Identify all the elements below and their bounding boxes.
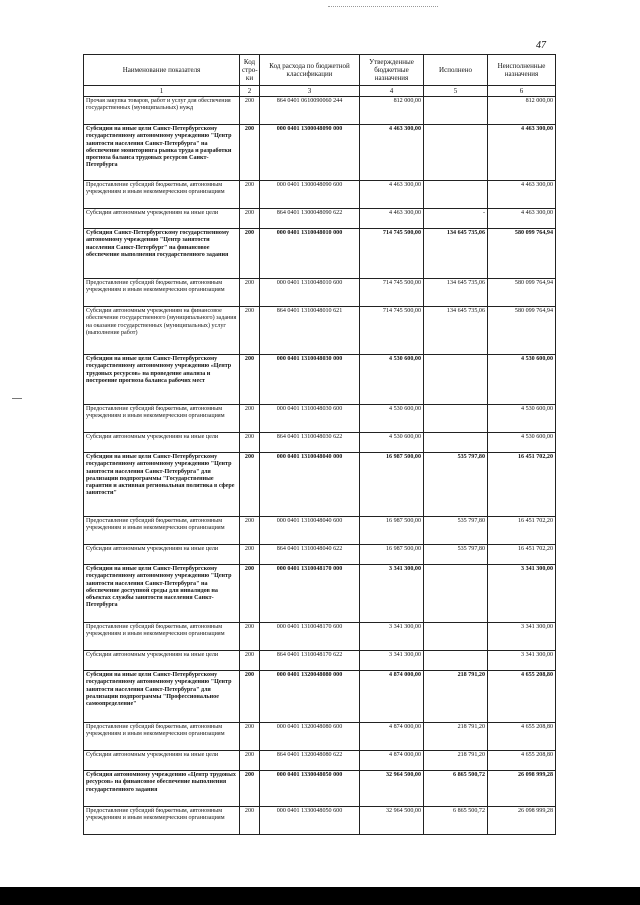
table-header-row — [84, 55, 556, 86]
row-expense-code: 000 0401 1320048080 600 — [260, 723, 360, 751]
row-indicator-name: Предоставление субсидий бюджетным, автономным учреждениям и иным некоммерческим организациям — [84, 623, 240, 651]
row-line-code: 200 — [240, 453, 260, 517]
row-approved-amount: 4 530 600,00 — [360, 405, 424, 433]
row-unexecuted-amount: 4 655 208,80 — [488, 671, 556, 723]
row-executed-amount: 218 791,20 — [424, 671, 488, 723]
row-executed-amount: 535 797,80 — [424, 545, 488, 565]
row-expense-code: 000 0401 1310048010 600 — [260, 279, 360, 307]
row-expense-code: 000 0401 1310048010 000 — [260, 229, 360, 279]
row-approved-amount: 3 341 300,00 — [360, 623, 424, 651]
row-indicator-name: Субсидии на иные цели Санкт-Петербургскому государственному автономному учреждению "Центр занятости населения Санкт-Петербурга" на обеспечение доступной среды для инвалидов на объектах службы занятости населения Санкт-Петербурга — [84, 565, 240, 623]
row-unexecuted-amount: 4 530 600,00 — [488, 355, 556, 405]
row-executed-amount: 535 797,80 — [424, 517, 488, 545]
row-approved-amount: 714 745 500,00 — [360, 229, 424, 279]
column-header-expense-code: Код расхода по бюджетной классификации — [260, 55, 360, 86]
row-executed-amount — [424, 405, 488, 433]
row-executed-amount — [424, 565, 488, 623]
row-indicator-name: Субсидии на иные цели Санкт-Петербургскому государственному автономному учреждению «Центр трудовых ресурсов» на проведение анализа и построение прогноза баланса рабочих мест — [84, 355, 240, 405]
row-executed-amount: 134 645 735,06 — [424, 307, 488, 355]
row-indicator-name: Предоставление субсидий бюджетным, автономным учреждениям и иным некоммерческим организациям — [84, 807, 240, 835]
table-row — [84, 545, 556, 565]
table-row — [84, 209, 556, 229]
column-number: 3 — [260, 86, 360, 97]
row-expense-code: 864 0401 1320048080 622 — [260, 751, 360, 771]
row-expense-code: 000 0401 1330048050 600 — [260, 807, 360, 835]
column-number: 2 — [240, 86, 260, 97]
row-approved-amount: 4 874 000,00 — [360, 751, 424, 771]
row-indicator-name: Субсидии на иные цели Санкт-Петербургскому государственному автономному учреждению "Центр занятости населения Санкт-Петербурга" для реализации подпрограммы "Государственные гарантии и активная региональная политика в сфере занятости" — [84, 453, 240, 517]
page-number: 47 — [536, 40, 546, 51]
row-line-code: 200 — [240, 565, 260, 623]
table-row — [84, 229, 556, 279]
row-indicator-name: Субсидии автономным учреждениям на финансовое обеспечение государственного (муниципального) задания на оказание государственных (муниципальных) услуг (выполнение работ) — [84, 307, 240, 355]
row-approved-amount: 4 874 000,00 — [360, 671, 424, 723]
column-number: 4 — [360, 86, 424, 97]
table-row — [84, 453, 556, 517]
row-expense-code: 000 0401 1310048170 000 — [260, 565, 360, 623]
row-unexecuted-amount: 4 530 600,00 — [488, 405, 556, 433]
scan-border-bottom — [0, 887, 640, 905]
row-unexecuted-amount: 580 099 764,94 — [488, 279, 556, 307]
row-line-code: 200 — [240, 433, 260, 453]
row-line-code: 200 — [240, 671, 260, 723]
row-line-code: 200 — [240, 181, 260, 209]
row-indicator-name: Предоставление субсидий бюджетным, автономным учреждениям и иным некоммерческим организациям — [84, 405, 240, 433]
row-line-code: 200 — [240, 623, 260, 651]
row-approved-amount: 16 987 500,00 — [360, 517, 424, 545]
table-body — [84, 97, 556, 835]
row-line-code: 200 — [240, 97, 260, 125]
row-approved-amount: 4 530 600,00 — [360, 355, 424, 405]
row-expense-code: 864 0401 1310048040 622 — [260, 545, 360, 565]
row-line-code: 200 — [240, 751, 260, 771]
row-unexecuted-amount: 4 530 600,00 — [488, 433, 556, 453]
column-number: 1 — [84, 86, 240, 97]
row-indicator-name: Субсидия Санкт-Петербургскому государственному автономному учреждению "Центр занятости населения Санкт-Петербург" на финансовое обеспечение выполнения государственного задания — [84, 229, 240, 279]
scan-artifact-top — [328, 6, 438, 7]
row-executed-amount — [424, 355, 488, 405]
row-unexecuted-amount: 3 341 300,00 — [488, 651, 556, 671]
row-approved-amount: 16 987 500,00 — [360, 545, 424, 565]
table-row — [84, 125, 556, 181]
row-unexecuted-amount: 16 451 702,20 — [488, 545, 556, 565]
row-unexecuted-amount: 3 341 300,00 — [488, 565, 556, 623]
row-indicator-name: Субсидии автономным учреждениям на иные цели — [84, 209, 240, 229]
row-indicator-name: Прочая закупка товаров, работ и услуг для обеспечения государственных (муниципальных) нужд — [84, 97, 240, 125]
table-row — [84, 279, 556, 307]
row-unexecuted-amount: 580 099 764,94 — [488, 307, 556, 355]
row-unexecuted-amount: 4 463 300,00 — [488, 181, 556, 209]
table-row — [84, 807, 556, 835]
row-expense-code: 000 0401 1330048050 000 — [260, 771, 360, 807]
row-unexecuted-amount: 26 098 999,28 — [488, 771, 556, 807]
row-indicator-name: Субсидии автономным учреждениям на иные цели — [84, 433, 240, 453]
row-approved-amount: 16 987 500,00 — [360, 453, 424, 517]
row-unexecuted-amount: 16 451 702,20 — [488, 517, 556, 545]
column-header-name: Наименование показателя — [84, 55, 240, 86]
row-unexecuted-amount: 4 655 208,80 — [488, 751, 556, 771]
column-number: 6 — [488, 86, 556, 97]
row-approved-amount: 4 463 300,00 — [360, 181, 424, 209]
row-line-code: 200 — [240, 125, 260, 181]
row-executed-amount — [424, 97, 488, 125]
row-executed-amount: 134 645 735,06 — [424, 279, 488, 307]
column-header-unexecuted: Неисполненные назначения — [488, 55, 556, 86]
row-expense-code: 000 0401 1310048040 000 — [260, 453, 360, 517]
row-indicator-name: Субсидии автономным учреждениям на иные цели — [84, 545, 240, 565]
table-row — [84, 97, 556, 125]
row-executed-amount — [424, 433, 488, 453]
row-line-code: 200 — [240, 651, 260, 671]
row-indicator-name: Субсидии на иные цели Санкт-Петербургскому государственному автономному учреждению "Центр занятости населения Санкт-Петербурга" на обеспечение мониторинга рынка труда и разработки прогноза баланса трудовых ресурсов Санкт-Петербурга — [84, 125, 240, 181]
row-executed-amount: - — [424, 209, 488, 229]
row-approved-amount: 4 463 300,00 — [360, 209, 424, 229]
row-expense-code: 864 0401 1310048170 622 — [260, 651, 360, 671]
table-row — [84, 405, 556, 433]
row-executed-amount — [424, 651, 488, 671]
row-executed-amount: 6 865 500,72 — [424, 771, 488, 807]
row-approved-amount: 32 964 500,00 — [360, 771, 424, 807]
row-unexecuted-amount: 3 341 300,00 — [488, 623, 556, 651]
column-header-approved: Утвержденные бюджетные назначения — [360, 55, 424, 86]
row-approved-amount: 3 341 300,00 — [360, 651, 424, 671]
table-row — [84, 565, 556, 623]
row-unexecuted-amount: 812 000,00 — [488, 97, 556, 125]
row-line-code: 200 — [240, 517, 260, 545]
row-executed-amount: 6 865 500,72 — [424, 807, 488, 835]
row-unexecuted-amount: 580 099 764,94 — [488, 229, 556, 279]
row-indicator-name: Субсидии автономным учреждениям на иные цели — [84, 751, 240, 771]
row-unexecuted-amount: 4 655 208,80 — [488, 723, 556, 751]
row-line-code: 200 — [240, 723, 260, 751]
row-expense-code: 000 0401 1310048030 600 — [260, 405, 360, 433]
row-indicator-name: Предоставление субсидий бюджетным, автономным учреждениям и иным некоммерческим организациям — [84, 279, 240, 307]
row-line-code: 200 — [240, 279, 260, 307]
budget-execution-table — [83, 54, 556, 835]
row-line-code: 200 — [240, 807, 260, 835]
row-line-code: 200 — [240, 355, 260, 405]
row-approved-amount: 714 745 500,00 — [360, 307, 424, 355]
row-expense-code: 000 0401 1320048080 000 — [260, 671, 360, 723]
row-executed-amount: 218 791,20 — [424, 723, 488, 751]
row-line-code: 200 — [240, 209, 260, 229]
column-number-row — [84, 86, 556, 97]
row-executed-amount: 218 791,20 — [424, 751, 488, 771]
row-indicator-name: Предоставление субсидий бюджетным, автономным учреждениям и иным некоммерческим организациям — [84, 181, 240, 209]
column-number: 5 — [424, 86, 488, 97]
row-line-code: 200 — [240, 771, 260, 807]
row-indicator-name: Предоставление субсидий бюджетным, автономным учреждениям и иным некоммерческим организациям — [84, 723, 240, 751]
row-line-code: 200 — [240, 229, 260, 279]
row-executed-amount — [424, 623, 488, 651]
row-approved-amount: 4 463 300,00 — [360, 125, 424, 181]
row-unexecuted-amount: 26 098 999,28 — [488, 807, 556, 835]
row-unexecuted-amount: 16 451 702,20 — [488, 453, 556, 517]
row-approved-amount: 3 341 300,00 — [360, 565, 424, 623]
row-expense-code: 000 0401 1300048090 600 — [260, 181, 360, 209]
scan-artifact-left — [12, 398, 22, 399]
row-expense-code: 864 0401 0610090060 244 — [260, 97, 360, 125]
row-approved-amount: 4 874 000,00 — [360, 723, 424, 751]
row-expense-code: 864 0401 1300048090 622 — [260, 209, 360, 229]
row-line-code: 200 — [240, 307, 260, 355]
row-indicator-name: Субсидии на иные цели Санкт-Петербургскому государственному автономному учреждению "Центр занятости населения Санкт-Петербурга" для реализации подпрограммы "Профессиональное самоопределение" — [84, 671, 240, 723]
row-indicator-name: Субсидия автономному учреждению «Центр трудовых ресурсов» на финансовое обеспечение выполнения государственного задания — [84, 771, 240, 807]
row-expense-code: 864 0401 1310048030 622 — [260, 433, 360, 453]
row-executed-amount: 134 645 735,06 — [424, 229, 488, 279]
row-approved-amount: 714 745 500,00 — [360, 279, 424, 307]
row-approved-amount: 812 000,00 — [360, 97, 424, 125]
table-row — [84, 355, 556, 405]
row-indicator-name: Субсидии автономным учреждениям на иные цели — [84, 651, 240, 671]
row-expense-code: 000 0401 1310048030 000 — [260, 355, 360, 405]
table-row — [84, 751, 556, 771]
table-row — [84, 307, 556, 355]
row-expense-code: 000 0401 1300048090 000 — [260, 125, 360, 181]
row-unexecuted-amount: 4 463 300,00 — [488, 209, 556, 229]
table-row — [84, 671, 556, 723]
row-approved-amount: 4 530 600,00 — [360, 433, 424, 453]
table-row — [84, 517, 556, 545]
row-executed-amount: 535 797,80 — [424, 453, 488, 517]
row-unexecuted-amount: 4 463 300,00 — [488, 125, 556, 181]
row-line-code: 200 — [240, 405, 260, 433]
table-row — [84, 181, 556, 209]
table-row — [84, 771, 556, 807]
row-expense-code: 000 0401 1310048170 600 — [260, 623, 360, 651]
table-row — [84, 623, 556, 651]
table-row — [84, 651, 556, 671]
row-executed-amount — [424, 181, 488, 209]
column-header-executed: Исполнено — [424, 55, 488, 86]
table-row — [84, 433, 556, 453]
table-row — [84, 723, 556, 751]
row-line-code: 200 — [240, 545, 260, 565]
column-header-row-code: Код стро-ки — [240, 55, 260, 86]
row-executed-amount — [424, 125, 488, 181]
row-approved-amount: 32 964 500,00 — [360, 807, 424, 835]
row-indicator-name: Предоставление субсидий бюджетным, автономным учреждениям и иным некоммерческим организациям — [84, 517, 240, 545]
row-expense-code: 000 0401 1310048040 600 — [260, 517, 360, 545]
row-expense-code: 864 0401 1310048010 621 — [260, 307, 360, 355]
